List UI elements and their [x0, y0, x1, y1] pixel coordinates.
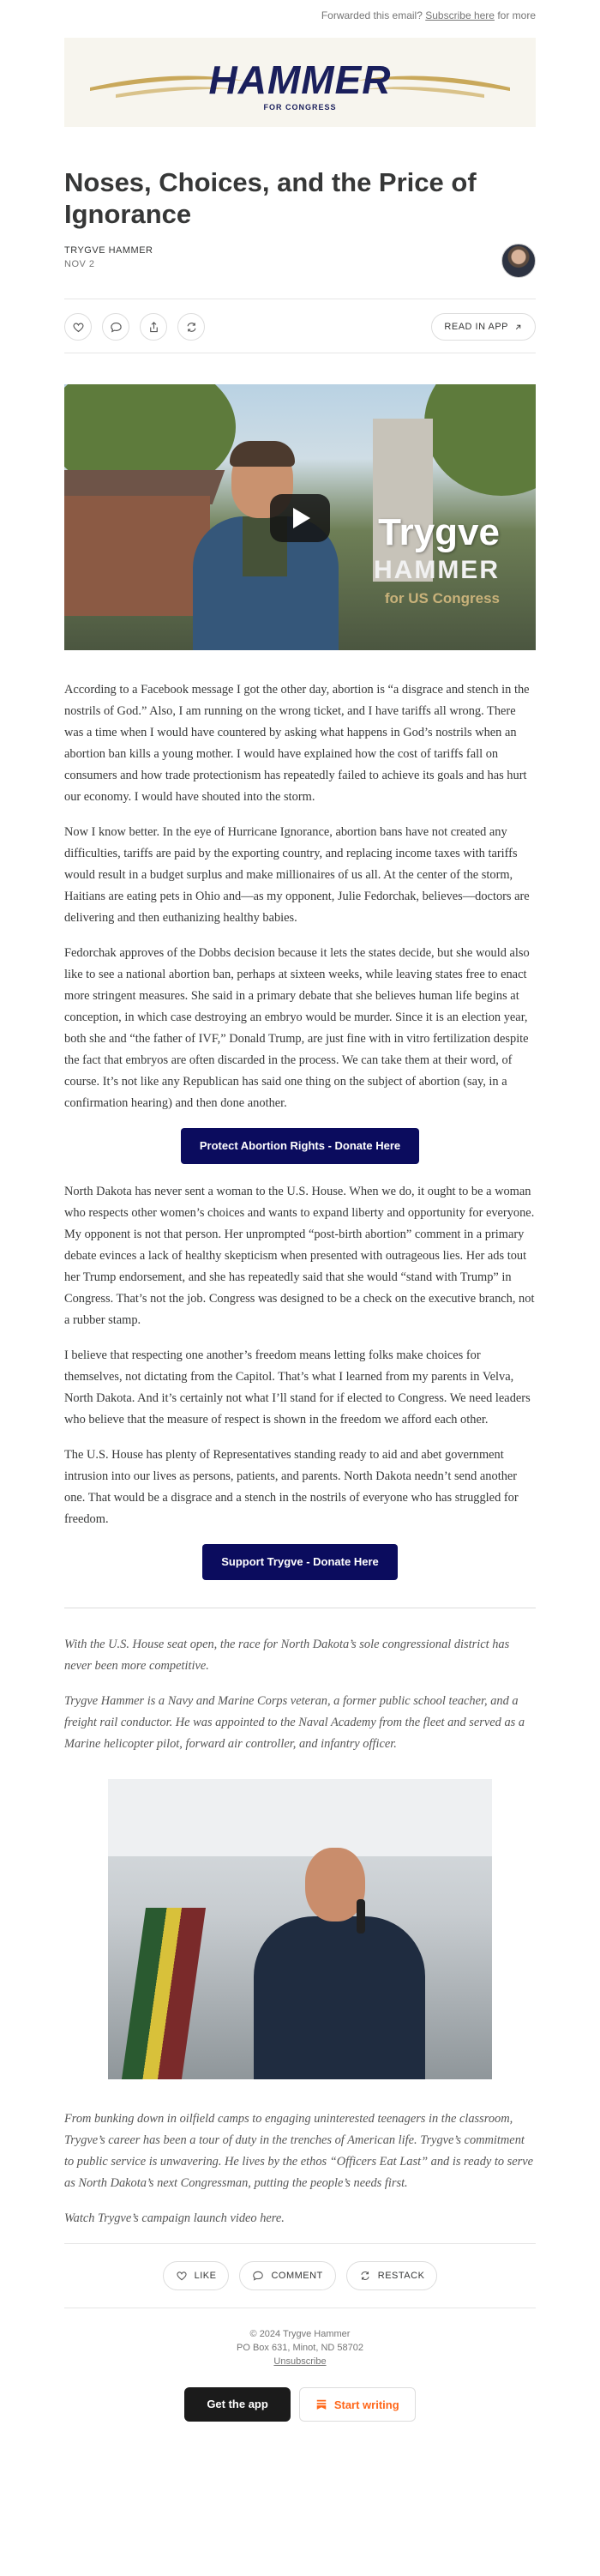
heart-icon: [176, 2270, 188, 2282]
comment-label: COMMENT: [271, 2271, 323, 2281]
play-button[interactable]: [270, 494, 330, 542]
post-title[interactable]: Noses, Choices, and the Price of Ignorance: [64, 167, 477, 229]
read-in-app-label: READ IN APP: [444, 322, 508, 332]
comment-button[interactable]: [102, 313, 129, 341]
get-the-app-button[interactable]: Get the app: [184, 2387, 291, 2422]
video-speaker: [193, 444, 339, 650]
substack-logo-icon: [315, 2398, 327, 2410]
microphone-icon: [357, 1899, 365, 1934]
byline: [64, 245, 536, 297]
paragraph: Now I know better. In the eye of Hurricane Ignorance, abortion bans have not created any difficulties, tariffs are paid by the exporting country, and replacing income taxes with tariffs would result in a budget surplus and make millionaires of us all. At the center of the storm, Haitians are eating pets in Ohio and—as my opponent, Julie Fedorchak, believes—doctors are delivering and then euthanizing healthy babies.: [64, 825, 530, 925]
speaker-hair: [230, 441, 295, 467]
video-link-paragraph[interactable]: Watch Trygve’s campaign launch video here.: [64, 2211, 285, 2225]
paragraph: The U.S. House has plenty of Representatives standing ready to aid and abet government intrusion into our lives as persons, patients, and parents. North Dakota needn’t send another one. That would be a disgrace and a stench in the nostrils of everyone who has struggled for freedom.: [64, 1448, 519, 1526]
post-date: NOV 2: [64, 259, 95, 269]
share-icon: [147, 321, 160, 334]
arrow-up-right-icon: [513, 323, 523, 332]
preheader-suffix: for more: [497, 9, 536, 21]
video-bg-tree: [424, 384, 536, 496]
paragraph: North Dakota has never sent a woman to the U.S. House. When we do, it ought to be a woman who respects other women’s choices and wants to expand liberty and opportunity for everyone. My opponent is not that person. Her unprompted “post-birth abortion” comment in a primary debate evinces a lack of healthy skepticism when presented with outrageous lies. Her ads tout her Trump endorsement, and she has repeatedly said that she would “stand with Trump” in Congress. That’s not the job. Congress was designed to be a check on the executive branch, not a rubber stamp.: [64, 1185, 535, 1327]
bio-paragraph: With the U.S. House seat open, the race for North Dakota’s sole congressional district has never been more competitive.: [64, 1638, 510, 1673]
banner-logo-text: HAMMER: [208, 57, 392, 102]
campaign-video[interactable]: [64, 384, 536, 650]
candidate-photo[interactable]: [108, 1779, 492, 2079]
bio-paragraph: From bunking down in oilfield camps to engaging uninterested teenagers in the classroom, Trygve’s career has been a tour of duty in the trenches of American life. Trygve’s commitment to public service is unwavering. He lives by the ethos “Officers Eat Last” and is ready to serve as North Dakota’s next Congressman, putting the people’s needs first.: [64, 2112, 534, 2190]
app-buttons: [64, 2387, 536, 2422]
author-avatar[interactable]: [501, 244, 536, 278]
post-body: [64, 679, 536, 1580]
restack-label: RESTACK: [377, 2271, 425, 2281]
restack-icon: [185, 321, 198, 334]
footer-comment-button[interactable]: [239, 2261, 335, 2290]
email-container: [64, 0, 536, 2422]
heart-icon: [72, 321, 85, 334]
candidate-bio-continued: [64, 2108, 536, 2229]
paragraph: Fedorchak approves of the Dobbs decision because it lets the states decide, but she would also like to see a national abortion ban, perhaps at sixteen weeks, while leaving states free to enact more stringent measures. She said in a primary debate that she believes human life begins at conception, in which case destroying an embryo would be murder. Since it is an election year, both she and “the father of IVF,” Donald Trump, are just fine with in vitro fertilization despite the fact that embryos are often discarded in the process. We can take them at their word, of course. It’s not like any Republican has said one thing on the subject of abortion (say, in a confirmation hearing) and then done another.: [64, 946, 530, 1110]
post-action-bar: [64, 299, 536, 353]
share-button[interactable]: [140, 313, 167, 341]
paragraph: I believe that respecting one another’s freedom means letting folks make choices for themselves, not dictating from the Capitol. That’s what I learned from my parents in Velva, North Dakota. And it’s certainly not what I’ll stand for if elected to Congress. We need leaders who believe that the measure of respect is shown in the freedom we afford each other.: [64, 1348, 531, 1427]
footer-like-button[interactable]: [163, 2261, 230, 2290]
photo-ceiling: [108, 1779, 492, 1856]
restack-button[interactable]: [177, 313, 205, 341]
like-label: LIKE: [194, 2271, 217, 2281]
candidate-bio: [64, 1634, 536, 1755]
video-bg-house: [64, 496, 210, 616]
comment-icon: [252, 2270, 264, 2282]
video-title-line2: HAMMER: [374, 556, 500, 584]
banner-logo-subtitle: FOR CONGRESS: [263, 103, 337, 112]
donate-support-button[interactable]: Support Trygve - Donate Here: [202, 1544, 397, 1580]
like-button[interactable]: [64, 313, 92, 341]
copyright-text: © 2024 Trygve Hammer: [249, 2329, 351, 2339]
author-name[interactable]: TRYGVE HAMMER: [64, 245, 153, 256]
photo-flag: [122, 1908, 206, 2079]
donate-abortion-rights-button[interactable]: Protect Abortion Rights - Donate Here: [181, 1128, 419, 1164]
mailing-address: PO Box 631, Minot, ND 58702: [237, 2343, 363, 2353]
read-in-app-button[interactable]: [431, 313, 536, 341]
preheader-text: Forwarded this email?: [321, 9, 423, 21]
video-title-line3: for US Congress: [384, 590, 500, 606]
start-writing-button[interactable]: [299, 2387, 416, 2422]
speaker-shirt: [254, 1916, 425, 2079]
campaign-banner[interactable]: [64, 38, 536, 127]
unsubscribe-link[interactable]: Unsubscribe: [273, 2356, 327, 2367]
preheader: [64, 0, 536, 29]
footer-action-bar: [64, 2243, 536, 2308]
comment-icon: [110, 321, 123, 334]
photo-speaker: [254, 1848, 425, 2079]
legal-footer: [64, 2327, 536, 2368]
bio-paragraph: Trygve Hammer is a Navy and Marine Corps veteran, a former public school teacher, and a freight rail conductor. He was appointed to the Naval Academy from the fleet and served as a Marine helicopter pilot, forward air controller, and infantry officer.: [64, 1694, 525, 1751]
paragraph: According to a Facebook message I got the other day, abortion is “a disgrace and stench in the nostrils of God.” Also, I am running on the wrong ticket, and I have tariffs all wrong. There was a time when I would have countered by asking what happens in God’s nostrils when an abortion ban kills a young mother. I would have explained how the cost of tariffs fall on consumers and how trade protectionism has repeatedly failed to achieve its goals and has hurt our economy. I would have shouted into the storm.: [64, 683, 530, 804]
start-writing-label: Start writing: [333, 2398, 399, 2411]
restack-icon: [359, 2270, 371, 2282]
subscribe-link[interactable]: Subscribe here: [425, 9, 495, 21]
video-title-line1: Trygve: [378, 511, 500, 553]
footer-restack-button[interactable]: [346, 2261, 438, 2290]
